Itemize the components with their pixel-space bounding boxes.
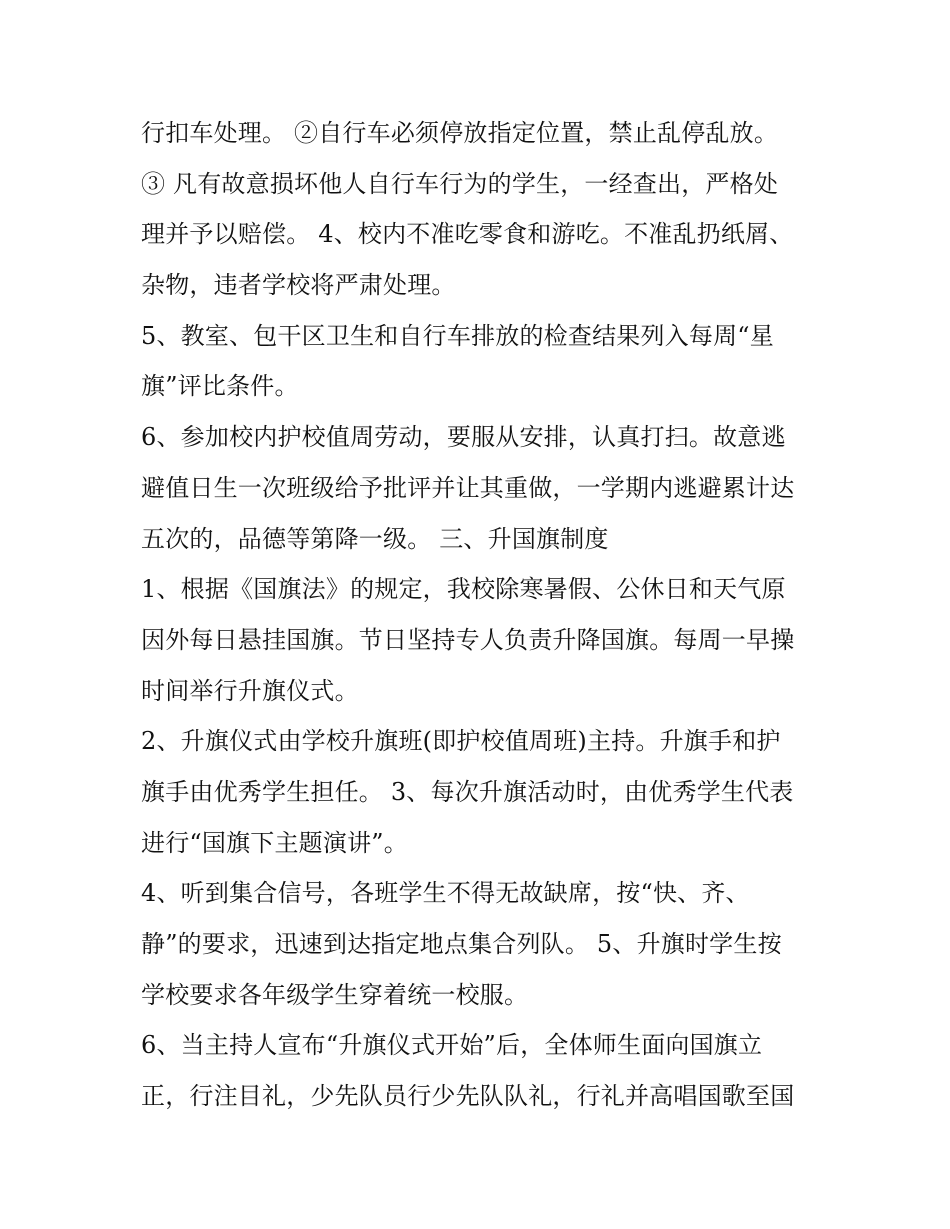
text-line: 学校要求各年级学生穿着统一校服。 — [141, 980, 529, 1009]
text-line: 避值日生一次班级给予批评并让其重做，一学期内逃避累计达 — [141, 473, 795, 502]
text-line: 进行“国旗下主题演讲”。 — [141, 828, 408, 857]
text-line: 五次的，品德等第降一级。 三、升国旗制度 — [141, 524, 609, 553]
text-line: 杂物，违者学校将严肃处理。 — [141, 271, 456, 300]
text-line: 理并予以赔偿。 4、校内不准吃零食和游吃。不准乱扔纸屑、 — [141, 220, 794, 249]
text-line: 6、当主持人宣布“升旗仪式开始”后，全体师生面向国旗立 — [141, 1031, 763, 1060]
text-line: 时间举行升旗仪式。 — [141, 676, 359, 705]
text-line: 静”的要求，迅速到达指定地点集合列队。 5、升旗时学生按 — [141, 930, 782, 958]
text-line: 行扣车处理。 ②自行车必须停放指定位置，禁止乱停乱放。 — [141, 119, 779, 147]
text-line: 正，行注目礼，少先队员行少先队队礼，行礼并高唱国歌至国 — [141, 1082, 795, 1111]
text-line: 1、根据《国旗法》的规定，我校除寒暑假、公休日和天气原 — [141, 575, 786, 604]
text-line: 2、升旗仪式由学校升旗班(即护校值周班)主持。升旗手和护 — [141, 727, 781, 756]
text-line: 旗”评比条件。 — [141, 372, 299, 401]
text-line: 旗手由优秀学生担任。 3、每次升旗活动时，由优秀学生代表 — [141, 777, 794, 806]
text-line: 6、参加校内护校值周劳动，要服从安排，认真打扫。故意逃 — [141, 423, 786, 452]
text-line: 4、听到集合信号，各班学生不得无故缺席，按“快、齐、 — [141, 879, 750, 908]
text-line: 因外每日悬挂国旗。节日坚持专人负责升降国旗。每周一早操 — [141, 625, 795, 654]
text-line: ③ 凡有故意损坏他人自行车行为的学生，一经查出，严格处 — [141, 169, 779, 198]
document-body — [141, 108, 831, 1122]
text-line: 5、教室、包干区卫生和自行车排放的检查结果列入每周“星 — [141, 321, 774, 350]
